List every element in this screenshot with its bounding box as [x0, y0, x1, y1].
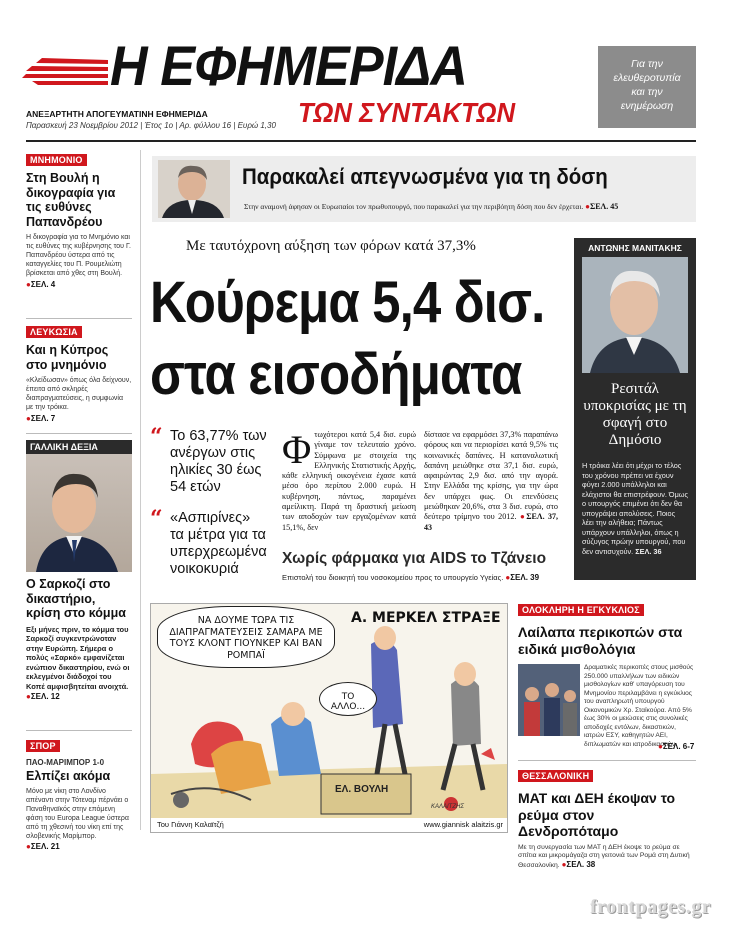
- cartoon-credit-bar: [151, 818, 508, 832]
- left-article-3[interactable]: [26, 440, 132, 701]
- left-page-2: ● ΣΕΛ. 7: [26, 414, 132, 423]
- right-article-2[interactable]: [518, 766, 696, 871]
- left-body-3: Εξι μήνες πριν, το κόμμα του Σαρκοζί συγκεντρώνοταν στην Ευρώπη. Σήμερα ο πολύς «Σαρκό» εμφανίζεται ενώπιον δικαστηρίου, ενώ οι εκλεγμένοι διάδοχοί του Κοπέ αμφισβητείται ανοιχτά.: [26, 624, 130, 691]
- left-page-4: ● ΣΕΛ. 21: [26, 842, 132, 851]
- left-body-2: «Κλείδωσαν» όπως όλα δείχνουν, έπειτα από σκληρές διαπραγματεύσεις, η συμφωνία με την τρόικα.: [26, 377, 132, 411]
- masthead-title: Η ΕΦΗΜΕΡΙΔΑ: [110, 34, 467, 97]
- left-column: [26, 150, 136, 850]
- watermark: frontpages.gr: [590, 896, 712, 918]
- right-photo-1: [518, 664, 580, 736]
- cartoon-sign: ΕΛ. ΒΟΥΛΗ: [335, 784, 389, 795]
- left-headline-2: Και η Κύπρος στο μνημόνιο: [26, 343, 109, 372]
- right-article-1[interactable]: [518, 600, 696, 751]
- masthead-motto: Για την ελευθεροτυπία και την ενημέρωση: [598, 46, 696, 128]
- cartoon-bubble-3: ΤΟ ΑΛΛΟ...: [319, 682, 377, 716]
- column-author: ΑΝΤΩΝΗΣ ΜΑΝΙΤΑΚΗΣ: [588, 243, 682, 253]
- kicker-mnimonio: ΜΝΗΜΟΝΙΟ: [26, 154, 87, 166]
- column-body: Η τρόικα λέει ότι μέχρι το τέλος του χρόνου πρέπει να έχουν φύγει 2.000 υπάλληλοι και ελάχιστοι θα επιστρέφουν. Όμως ο υπουργός επιμένει ότι δεν θα υπογράψει απολύσεις. Ποιος λέει την αλήθεια; Πάντως υπάρχουν υπάλληλοι, όπως η σύζυγος πρώην υπουργού, που δεν αντισυχούν. ΣΕΛ. 36: [582, 461, 689, 556]
- left-page-3: ● ΣΕΛ. 12: [26, 692, 132, 701]
- left-article-2[interactable]: [26, 322, 132, 423]
- cartoon-bubble-1: ΝΑ ΔΟΥΜΕ ΤΩΡΑ ΤΙΣ ΔΙΑΠΡΑΓΜΑΤΕΥΣΕΙΣ ΣΑΜΑΡΑ ΜΕ ΤΟΥΣ ΚΛΟΝΤ ΓΙΟΥΝΚΕΡ ΚΑΙ ΒΑΝ ΡΟΜΠΑΪ: [157, 606, 335, 668]
- cartoon-credit-left: Του Γιάννη Καλαϊτζή: [157, 820, 224, 829]
- logo-speed-lines: [22, 54, 108, 88]
- manitakis-photo: [582, 257, 688, 373]
- cartoon-credit-right: www.giannisk alaitzis.gr: [423, 820, 503, 829]
- aids-headline[interactable]: Χωρίς φάρμακα για AIDS το Τζάνειο: [282, 550, 547, 567]
- left-body-4: Μόνο με νίκη στο Λονδίνο απέναντι στην Τότεναμ πέρνάει ο Παναθηναϊκός στην επόμενη φάση του Europa League ύστερα από τη χθεσινή του νίκη επί της σλοβενικής Μαρίμπορ.: [26, 787, 129, 840]
- column-box[interactable]: [574, 238, 696, 580]
- cartoon-signature: ΚΑΛΑΙΤΖΗΣ: [431, 804, 464, 810]
- masthead-dateline: Παρασκευή 23 Νοεμβρίου 2012 | Έτος 1ο | Αρ. φύλλου 16 | Ευρώ 1,30: [26, 121, 276, 130]
- kicker-galliki-dexia: ΓΑΛΛΙΚΗ ΔΕΞΙΑ: [26, 440, 132, 454]
- column-headline: Ρεσιτάλ υποκρισίας με τη σφαγή στο Δημόσιο: [583, 381, 687, 448]
- lead-headline-line2: στα εισοδήματα: [150, 342, 522, 407]
- lead-overline: Με ταυτόχρονη αύξηση των φόρων κατά 37,3%: [186, 238, 476, 254]
- aids-deck: Επιστολή του διοικητή του νοσοκομείου προς το υπουργείο Υγείας. ● ΣΕΛ. 39: [282, 573, 539, 582]
- left-body-1: Η δικογραφία για το Μνημόνιο και τις ευθύνες της κυβέρνησης του Γ. Παπανδρέου ύστερα από τις καταγγελίες του Π. Ρουμελιώτη βρίσκεται από χθες στη Βουλή.: [26, 234, 131, 277]
- lead-quote-1: “ Το 63,77% των ανέργων στις ηλικίες 30 έως 54 ετών: [150, 424, 267, 495]
- left-headline-1: Στη Βουλή η δικογραφία για τις ευθύνες Παπανδρέου: [26, 171, 116, 229]
- lead-dropcap: Φ: [282, 427, 312, 472]
- left-sub-4: ΠΑΟ-ΜΑΡΙΜΠΟΡ 1-0: [26, 758, 105, 767]
- lead-headline-line1: Κούρεμα 5,4 δισ.: [150, 270, 545, 335]
- top-story-headline: Παρακαλεί απεγνωσμένα για τη δόση: [242, 164, 608, 189]
- masthead-subtitle: ΤΩΝ ΣΥΝΤΑΚΤΩΝ: [298, 97, 516, 128]
- left-page-1: ● ΣΕΛ. 4: [26, 280, 132, 289]
- left-headline-3: Ο Σαρκοζί στο δικαστήριο, κρίση στο κόμμα: [26, 577, 126, 620]
- right-page-1: ● ΣΕΛ. 6-7: [658, 742, 694, 751]
- lead-quote-2: “ «Ασπιρίνες» τα μέτρα για τα υπερχρεωμένα νοικοκυριά: [150, 506, 267, 577]
- masthead-rule: [26, 140, 696, 142]
- masthead-tagline: ΑΝΕΞΑΡΤΗΤΗ ΑΠΟΓΕΥΜΑΤΙΝΗ ΕΦΗΜΕΡΙΔΑ: [26, 109, 208, 119]
- kicker-spor: ΣΠΟΡ: [26, 740, 60, 752]
- lead-body-col1: Φ τωχότεροι κατά 5,4 δισ. ευρώ γίναμε τον τελευταίο χρόνο. Σύμφωνα με στοιχεία της Ελληνικής Στατιστικής Αρχής, κάθε ελληνική οικογένεια έχασε κατά μέσο όρο περίπου 2.000 ευρώ. Η κυβέρνηση, πάντως, παραμένει αμείλικτη. Παρά τη δραστική μείωση των αποδοχών των εργαζομένων κατά 15,1%, δεν: [282, 427, 416, 532]
- left-article-4[interactable]: [26, 736, 132, 851]
- top-story-deck: Στην αναμονή άφησαν οι Ευρωπαίοι τον πρωθυπουργό, που παρακαλεί για την περιβόητη δόση που δεν έρχεται. ● ΣΕΛ. 45: [244, 202, 618, 211]
- right-headline-1: Λαίλαπα περικοπών στα ειδικά μισθολόγια: [518, 624, 683, 657]
- masthead: [0, 0, 750, 148]
- left-column-rule: [140, 150, 141, 830]
- left-article-1[interactable]: [26, 150, 132, 289]
- lead-body-col2: δίστασε να εφαρμόσει 37,3% παραπάνω φόρους και να περιορίσει κατά 9,5% τις κοινωνικές δαπάνες. Η καταναλωτική δαπάνη μειώθηκε στα 37,1 δισ. ευρώ, αφαιρώντας 2,9 δισ. από την αγορά. Στην Ελλάδα της κρίσης, για την ώρα δεν υπάρχει φως. Οι επενδύσεις μειώθηκαν 20,6%, στα 3 δισ. ευρώ, στο δεύτερο τρίμηνο του 2012. ● ΣΕΛ. 37, 43: [424, 430, 558, 533]
- right-headline-2: ΜΑΤ και ΔΕΗ έκοψαν το ρεύμα στον Δενδροπόταμο: [518, 790, 676, 839]
- cartoon-bubble-2: Α. ΜΕΡΚΕΛ ΣΤΡΑΞΕ: [351, 610, 501, 626]
- samaras-photo: [158, 160, 230, 218]
- top-story[interactable]: [152, 156, 696, 222]
- sarkozy-photo: [26, 454, 132, 572]
- right-body-1: Δραματικές περικοπές στους μισθούς 250.000 υπαλλήλων των ειδικών μισθολογίων καθ' υπαγόρευση του Μνημονίου περιλαμβάνει η εγκύκλιος του αναπληρωτή υπουργού Οικονομικών Χρ. Σταϊκούρα. Από 5% έως 30% οι μειώσεις στις συνολικές αποδοχές εντόλων, δικαστικών, ιατρών ΕΣΥ, καθηγητών ΑΕΙ, διπλωματών και ιατροδικαστών.: [584, 664, 694, 748]
- cartoon: [150, 603, 508, 833]
- kicker-lefkosia: ΛΕΥΚΩΣΙΑ: [26, 326, 82, 338]
- right-body-2: Με τη συνεργασία των ΜΑΤ η ΔΕΗ έκοψε το ρεύμα σε σπίτια και μικρομάγαζα στη γειτονιά των Ρομά στη Δυτική Θεσσαλονίκη. ● ΣΕΛ. 38: [518, 844, 696, 871]
- kicker-thessaloniki: ΘΕΣΣΑΛΟΝΙΚΗ: [518, 770, 593, 782]
- left-headline-4: Ελπίζει ακόμα: [26, 769, 111, 783]
- kicker-egkyklios: ΟΛΟΚΛΗΡΗ Η ΕΓΚΥΚΛΙΟΣ: [518, 604, 644, 616]
